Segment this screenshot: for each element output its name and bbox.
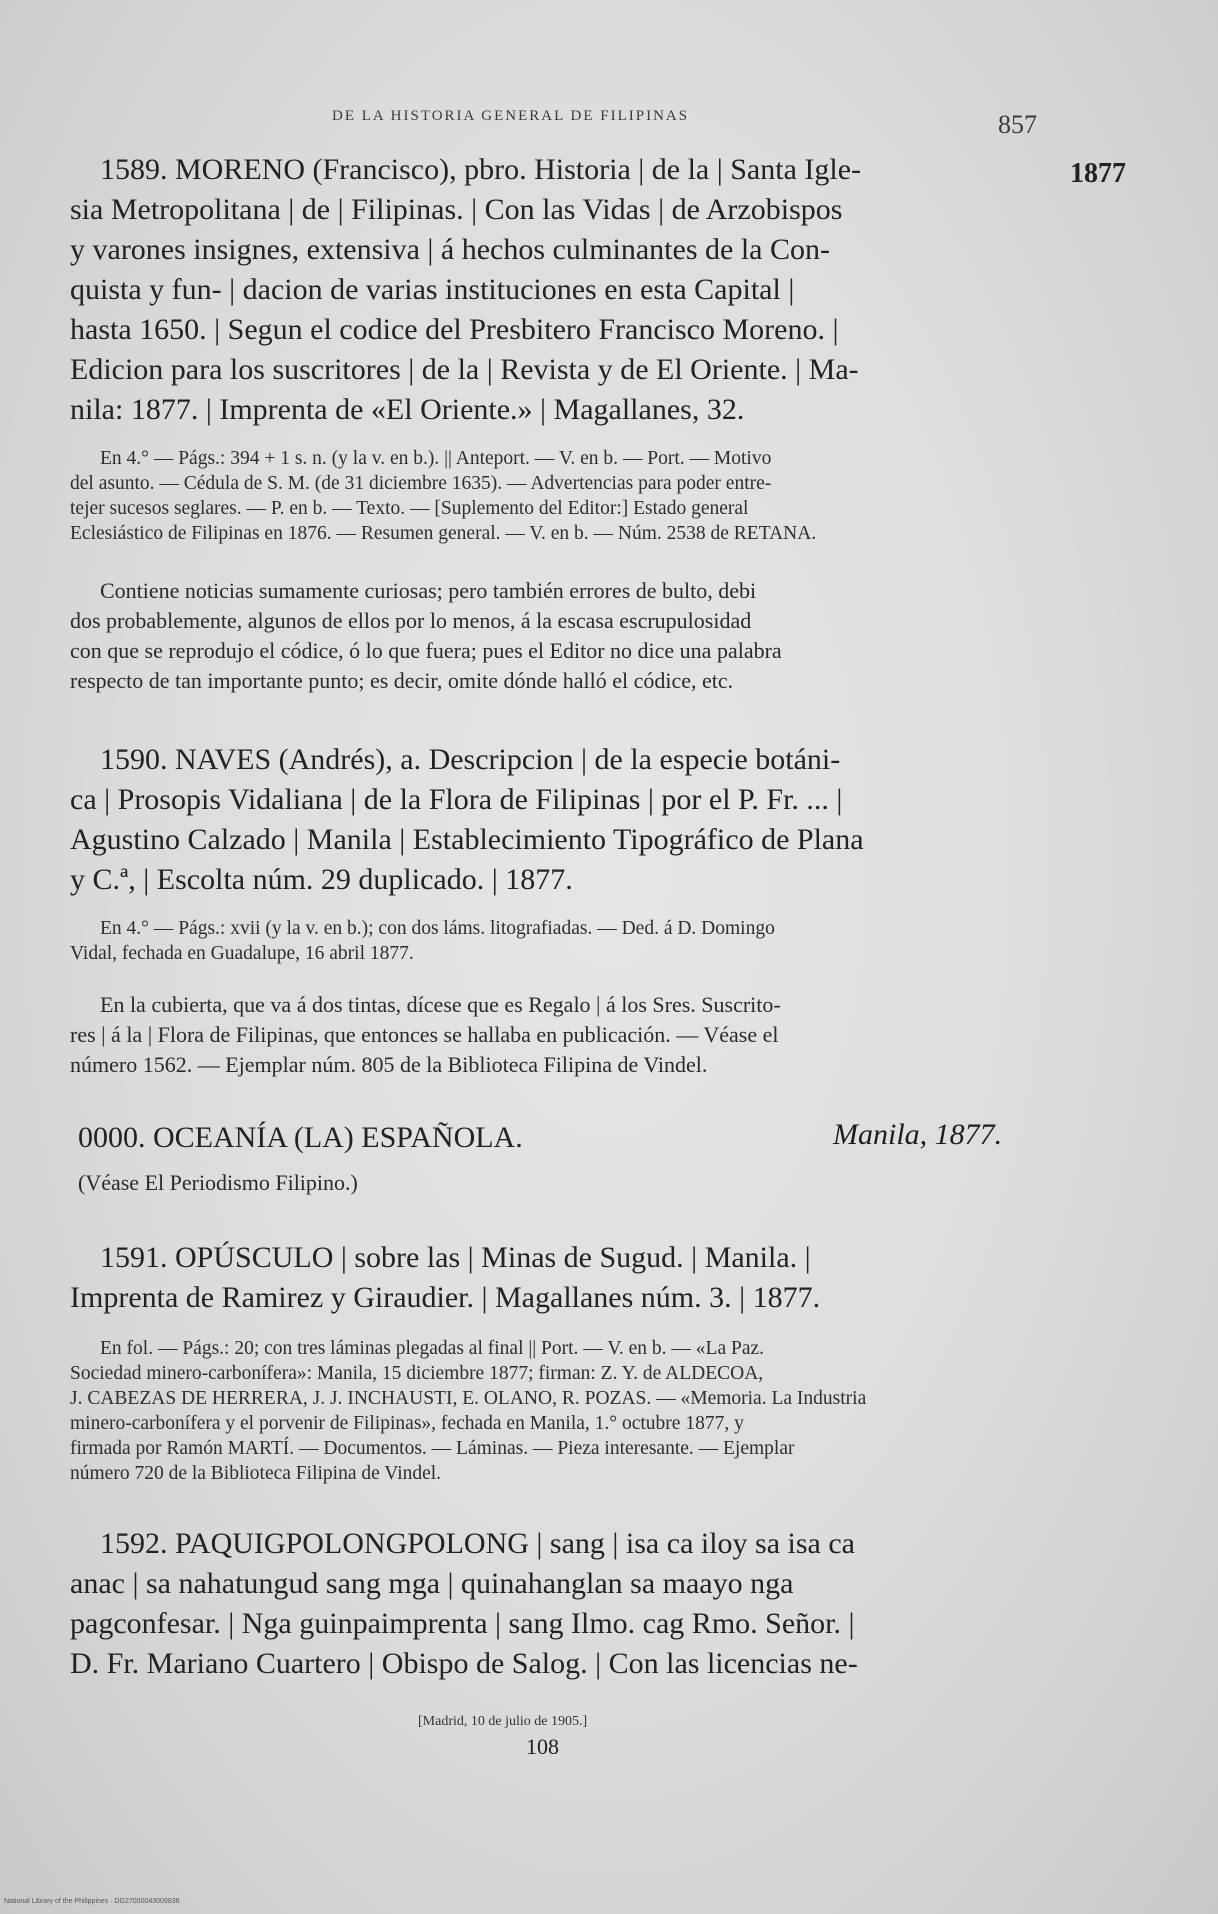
entry-line: 1591. OPÚSCULO | sobre las | Minas de Sugud. | Manila. | [100, 1241, 811, 1274]
footer-imprint: [Madrid, 10 de julio de 1905.] [418, 1714, 588, 1729]
note-line: firmada por Ramón MARTÍ. — Documentos. — Láminas. — Pieza interesante. — Ejemplar [70, 1438, 795, 1459]
comment-line: res | á la | Flora de Filipinas, que entonces se hallaba en publicación. — Véase el [70, 1022, 779, 1047]
note-line: Eclesiástico de Filipinas en 1876. — Resumen general. — V. en b. — Núm. 2538 de RETANA. [70, 523, 817, 544]
entry-1589-heading [70, 150, 1070, 430]
note-line: En 4.° — Págs.: xvii (y la v. en b.); con dos láms. litografiadas. — Ded. á D. Domingo [100, 918, 775, 939]
comment-line: número 1562. — Ejemplar núm. 805 de la Biblioteca Filipina de Vindel. [70, 1052, 708, 1077]
entry-1591-heading [70, 1238, 1070, 1318]
entry-line: ca | Prosopis Vidaliana | de la Flora de Filipinas | por el P. Fr. ... | [70, 783, 843, 816]
entry-line: Edicion para los suscritores | de la | Revista y de El Oriente. | Ma- [70, 353, 859, 386]
entry-line: nila: 1877. | Imprenta de «El Oriente.» | Magallanes, 32. [70, 393, 745, 426]
entry-1590-commentary [70, 990, 1070, 1080]
entry-line: Imprenta de Ramirez y Giraudier. | Magallanes núm. 3. | 1877. [70, 1281, 821, 1314]
entry-line: Agustino Calzado | Manila | Establecimiento Tipográfico de Plana [70, 823, 864, 856]
entry-line: quista y fun- | dacion de varias instituciones en esta Capital | [70, 273, 795, 306]
entry-line: 1592. PAQUIGPOLONGPOLONG | sang | isa ca iloy sa isa ca [100, 1527, 855, 1560]
entry-line: D. Fr. Mariano Cuartero | Obispo de Salog. | Con las licencias ne- [70, 1647, 858, 1680]
entry-line: pagconfesar. | Nga guinpaimprenta | sang Ilmo. cag Rmo. Señor. | [70, 1607, 855, 1640]
entry-1589-commentary [70, 576, 1070, 696]
entry-0000-see-also [70, 1168, 1070, 1198]
signature-mark: 108 [526, 1734, 559, 1759]
running-title: DE LA HISTORIA GENERAL DE FILIPINAS [332, 108, 690, 124]
entry-1590-heading [70, 740, 1070, 900]
library-stamp: National Library of the Philippines · DG27000043009838 [4, 1898, 180, 1905]
note-line: Vidal, fechada en Guadalupe, 16 abril 1877. [70, 943, 414, 964]
document-page [70, 0, 1126, 1914]
entry-line: y C.ª, | Escolta núm. 29 duplicado. | 1877. [70, 863, 573, 896]
note-line: Sociedad minero-carbonífera»: Manila, 15 diciembre 1877; firman: Z. Y. de ALDECOA, [70, 1363, 764, 1384]
entry-line: 1589. MORENO (Francisco), pbro. Historia | de la | Santa Igle- [100, 153, 862, 186]
comment-line: En la cubierta, que va á dos tintas, dícese que es Regalo | á los Sres. Suscrito- [100, 992, 781, 1017]
comment-line: respecto de tan importante punto; es decir, omite dónde halló el códice, etc. [70, 668, 734, 693]
comment-line: dos probablemente, algunos de ellos por lo menos, á la escasa escrupulosidad [70, 608, 752, 633]
comment-line: con que se reprodujo el códice, ó lo que fuera; pues el Editor no dice una palabra [70, 638, 782, 663]
entry-0000-place-date: Manila, 1877. [833, 1118, 1003, 1151]
entry-line: hasta 1650. | Segun el codice del Presbitero Francisco Moreno. | [70, 313, 839, 346]
note-line: número 720 de la Biblioteca Filipina de Vindel. [70, 1463, 442, 1484]
comment-line: Contiene noticias sumamente curiosas; pero también errores de bulto, debi [100, 578, 757, 603]
page-number: 857 [998, 110, 1037, 139]
entry-line: 0000. OCEANÍA (LA) ESPAÑOLA. [78, 1121, 523, 1154]
entry-1591-bibliographic-note [70, 1336, 1070, 1486]
note-line: En 4.° — Págs.: 394 + 1 s. n. (y la v. en b.). || Anteport. — V. en b. — Port. — Motivo [100, 448, 772, 469]
entry-1589-bibliographic-note [70, 446, 1070, 546]
note-line: En fol. — Págs.: 20; con tres láminas plegadas al final || Port. — V. en b. — «La Paz. [100, 1338, 765, 1359]
note-line: tejer sucesos seglares. — P. en b. — Texto. — [Suplemento del Editor:] Estado general [70, 498, 749, 519]
margin-year: 1877 [1070, 158, 1126, 189]
entry-line: y varones insignes, extensiva | á hechos culminantes de la Con- [70, 233, 830, 266]
note-line: del asunto. — Cédula de S. M. (de 31 diciembre 1635). — Advertencias para poder entre- [70, 473, 772, 494]
note-line: minero-carbonífera y el porvenir de Filipinas», fechada en Manila, 1.° octubre 1877, y [70, 1413, 744, 1434]
note-line: J. CABEZAS DE HERRERA, J. J. INCHAUSTI, E. OLANO, R. POZAS. — «Memoria. La Industria [70, 1388, 867, 1409]
entry-1592-heading [70, 1524, 1070, 1684]
comment-line: (Véase El Periodismo Filipino.) [78, 1170, 358, 1195]
entry-1590-bibliographic-note [70, 916, 1070, 966]
entry-line: anac | sa nahatungud sang mga | quinahanglan sa maayo nga [70, 1567, 794, 1600]
entry-line: 1590. NAVES (Andrés), a. Descripcion | de la especie botáni- [100, 743, 841, 776]
entry-line: sia Metropolitana | de | Filipinas. | Con las Vidas | de Arzobispos [70, 193, 843, 226]
